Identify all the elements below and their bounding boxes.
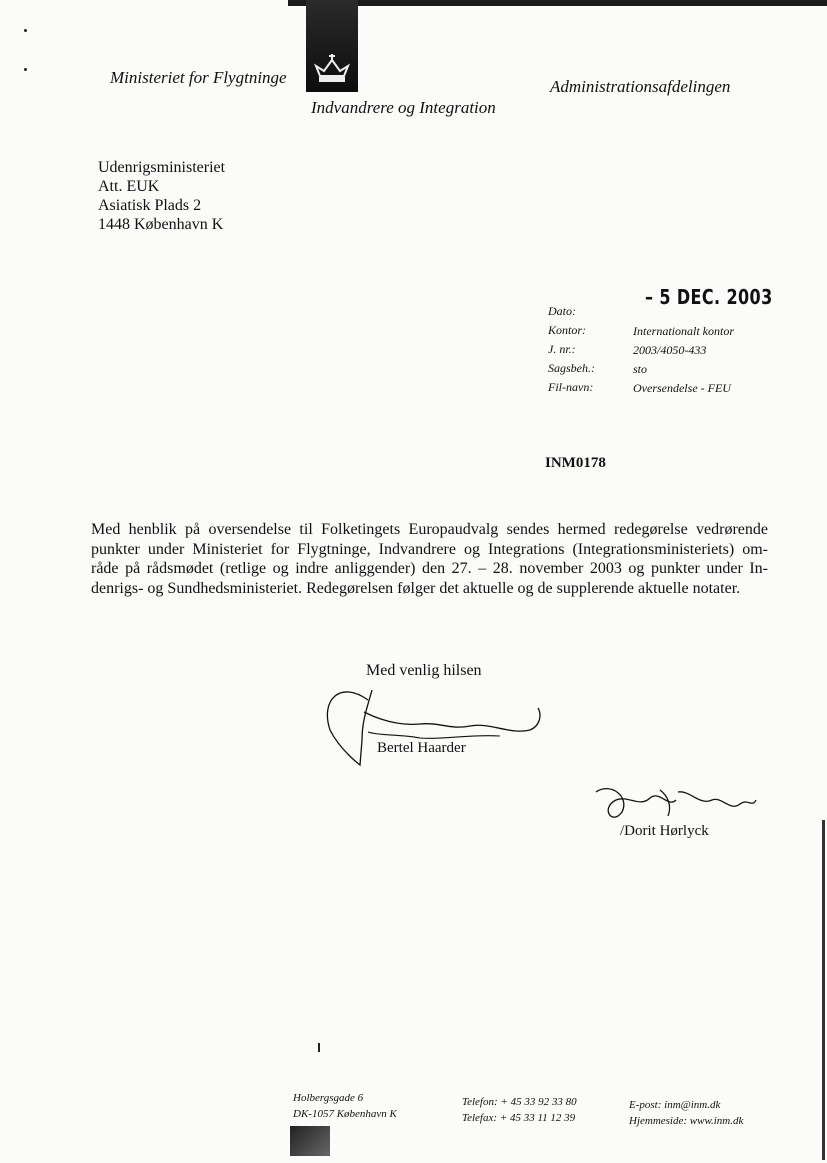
reference-code: INM0178: [545, 455, 606, 471]
footer-contact: [629, 1097, 743, 1129]
footer-line: DK-1057 København K: [293, 1108, 397, 1120]
footer-line: Telefon: + 45 33 92 33 80: [462, 1096, 577, 1108]
recipient-line: 1448 København K: [98, 216, 224, 233]
closing-greeting: Med venlig hilsen: [366, 662, 482, 679]
meta-value-filename: Oversendelse - FEU: [633, 381, 731, 395]
meta-label-office: Kontor:: [548, 323, 587, 337]
body-line: Med henblik på oversendelse til Folketingets Europaudvalg sendes hermed redegørelse vedrørende: [91, 521, 768, 538]
footer-phone: [462, 1094, 577, 1126]
body-line: råde på rådsmødet (retlige og indre anliggender) den 27. – 28. november 2003 og punkter under In-: [91, 560, 768, 577]
body-line: denrigs- og Sundhedsministeriet. Redegørelsen følger det aktuelle og de supplerende aktuelle notater.: [91, 579, 741, 597]
recipient-line: Att. EUK: [98, 178, 160, 195]
recipient-line: Asiatisk Plads 2: [98, 197, 202, 214]
footer-line: Telefax: + 45 33 11 12 39: [462, 1112, 576, 1124]
meta-value-office: Internationalt kontor: [633, 324, 734, 338]
footer-line: Hjemmeside: www.inm.dk: [629, 1115, 744, 1127]
footer-address: [293, 1090, 397, 1122]
meta-value-journal: 2003/4050-433: [633, 343, 707, 357]
signer-name: Bertel Haarder: [377, 740, 466, 756]
recipient-line: Udenrigsministeriet: [98, 159, 226, 176]
date-stamp: – 5 DEC. 2003: [645, 285, 773, 309]
meta-label-journal: J. nr.:: [548, 342, 576, 356]
footer-mark: [290, 1126, 330, 1156]
department-name: Administrationsafdelingen: [550, 77, 731, 96]
meta-label-filename: Fil-navn:: [548, 380, 594, 394]
ministry-name-line2: Indvandrere og Integration: [311, 98, 496, 117]
scan-speck: [318, 1043, 320, 1052]
ministry-name: Ministeriet for Flygtninge: [110, 68, 287, 87]
footer-line: Holbergsgade 6: [293, 1092, 364, 1104]
meta-label-date: Dato:: [548, 304, 576, 318]
meta-label-caseworker: Sagsbeh.:: [548, 361, 595, 375]
body-line: punkter under Ministeriet for Flygtninge, Indvandrere og Integrations (Integrationsministeriets) om-: [91, 540, 768, 558]
footer-line: E-post: inm@inm.dk: [629, 1099, 721, 1111]
meta-value-caseworker: sto: [633, 362, 648, 376]
signer-name: /Dorit Hørlyck: [620, 823, 709, 839]
